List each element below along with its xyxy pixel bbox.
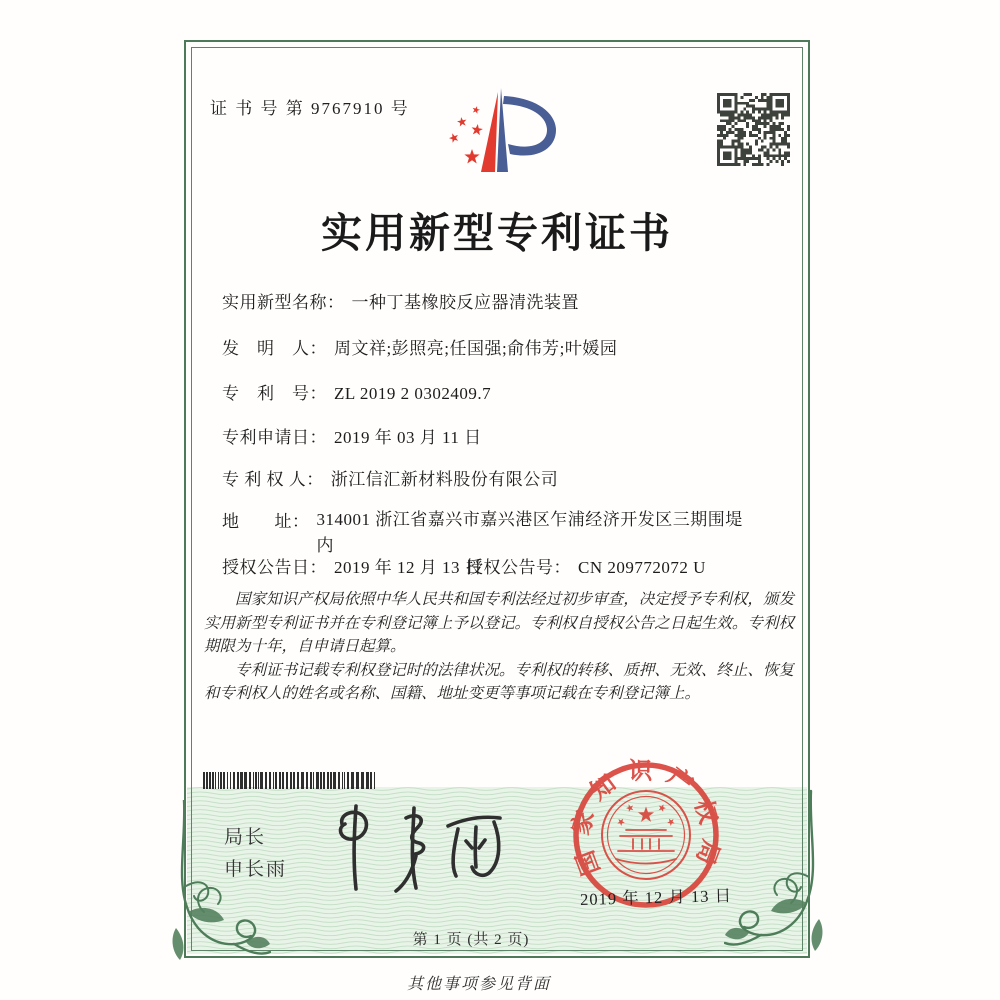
cnipa-logo-icon (438, 86, 560, 178)
field-row-name (222, 288, 579, 313)
field-value: CN 209772072 U (578, 558, 706, 577)
director-signature-handwriting-icon (326, 796, 521, 896)
field-value: 2019 年 03 月 11 日 (334, 428, 482, 447)
legal-paragraph-1: 国家知识产权局依照中华人民共和国专利法经过初步审查，决定授予专利权，颁发实用新型专利证书并在专利登记簿上予以登记。专利权自授权公告之日起生效。专利权期限为十年，自申请日起算。 (204, 591, 794, 655)
field-row-patentee (222, 465, 558, 490)
field-value: 一种丁基橡胶反应器清洗装置 (351, 293, 579, 312)
field-value: 314001 浙江省嘉兴市嘉兴港区乍浦经济开发区三期围堤内 (316, 510, 743, 555)
director-title: 局长 (224, 827, 267, 848)
field-row-address (222, 507, 797, 559)
field-label: 实用新型名称： (222, 293, 345, 312)
director-block (224, 822, 287, 886)
legal-text-block (204, 588, 794, 706)
field-label: 专 利 权 人： (222, 470, 324, 489)
field-label: 授权公告号： (466, 558, 571, 577)
logo-p-bowl (503, 96, 556, 156)
seal-date: 2019 年 12 月 13 日 (579, 886, 733, 909)
field-label: 专 利 号： (222, 384, 327, 403)
field-label: 专利申请日： (222, 428, 327, 447)
field-value: ZL 2019 2 0302409.7 (334, 384, 492, 403)
logo-red-spike (481, 92, 498, 172)
seal-national-emblem-icon (602, 791, 690, 879)
certificate-title: 实用新型专利证书 (321, 210, 673, 256)
field-row-inventors (222, 334, 617, 359)
seal-ring-text: 国家知识产权局 (568, 758, 725, 880)
field-row-grant-date (222, 553, 482, 578)
field-row-filing-date (222, 423, 482, 448)
field-value: 2019 年 12 月 13 日 (334, 558, 483, 577)
field-row-grant-number (466, 553, 706, 578)
field-value: 浙江信汇新材料股份有限公司 (330, 470, 559, 489)
field-label: 发 明 人： (222, 339, 327, 358)
field-value: 周文祥;彭照亮;任国强;俞伟芳;叶媛园 (334, 339, 618, 358)
certificate-number: 证 书 号 第 9767910 号 (210, 99, 410, 118)
field-row-patent-number (222, 379, 491, 404)
page-number: 第 1 页 (共 2 页) (412, 932, 530, 948)
field-label: 授权公告日： (222, 558, 327, 577)
director-name: 申长雨 (224, 859, 288, 880)
back-side-note: 其他事项参见背面 (406, 976, 551, 993)
qr-code (717, 93, 790, 166)
barcode (203, 772, 379, 789)
legal-paragraph-2: 专利证书记载专利权登记时的法律状况。专利权的转移、质押、无效、终止、恢复和专利权人的姓名或名称、国籍、地址变更等事项记载在专利登记簿上。 (204, 661, 794, 702)
field-label: 地 址： (222, 512, 310, 531)
